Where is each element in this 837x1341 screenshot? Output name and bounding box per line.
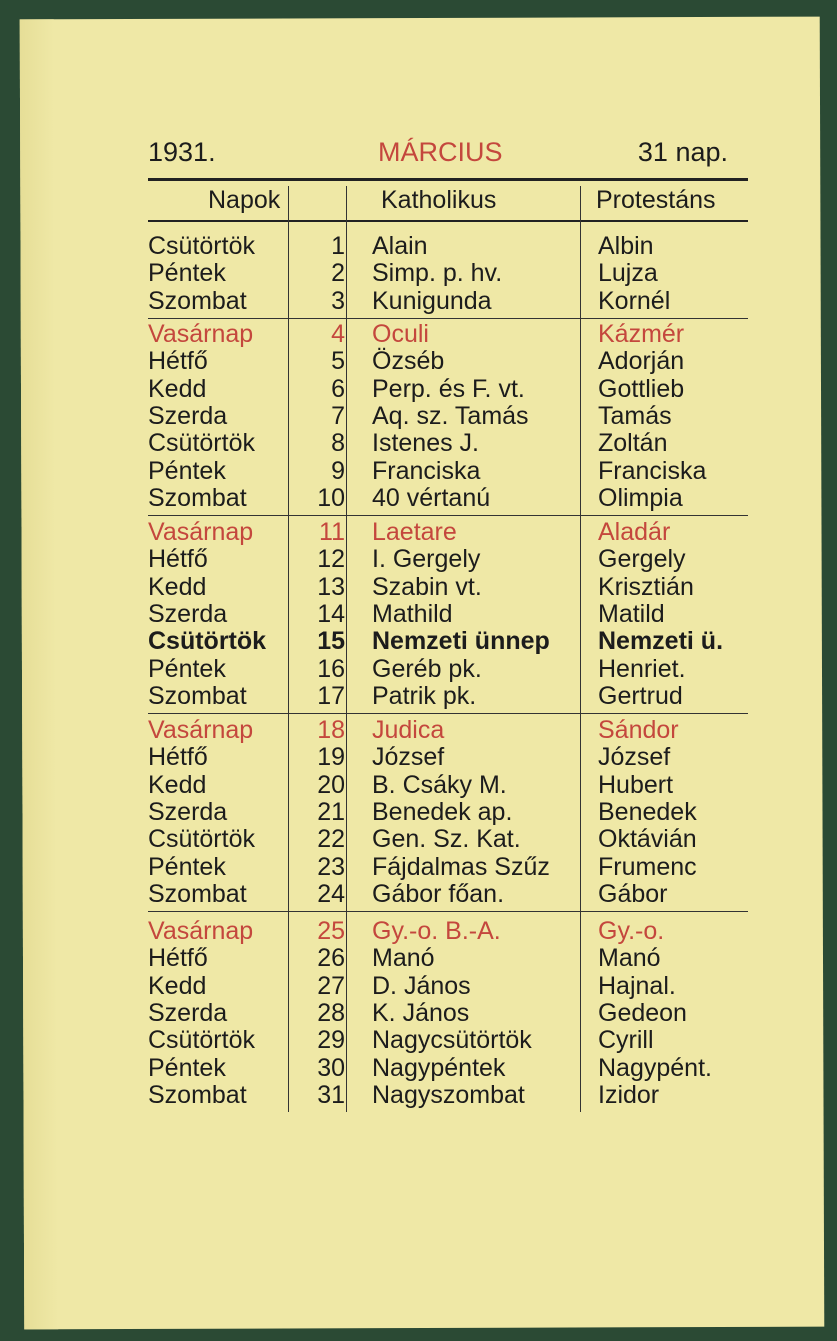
day-name: Csütörtök (148, 232, 255, 260)
day-number: 29 (317, 1026, 345, 1055)
day-number: 13 (317, 572, 345, 601)
day-number: 21 (317, 797, 345, 826)
katholikus-name: Gen. Sz. Kat. (372, 825, 521, 854)
day-name: Vasárnap (148, 917, 254, 945)
day-number: 16 (317, 654, 345, 683)
day-number: 1 (331, 232, 345, 260)
protestans-name: Gábor (598, 879, 668, 908)
calendar-row (126, 853, 726, 881)
day-number: 19 (317, 743, 345, 772)
day-name: Hétfő (148, 347, 208, 376)
katholikus-name: Nagypéntek (372, 1053, 506, 1082)
protestans-name: Tamás (598, 401, 672, 430)
katholikus-name: Gy.-o. B.-A. (372, 917, 501, 945)
katholikus-name: K. János (372, 998, 470, 1027)
day-number: 5 (331, 347, 345, 376)
days-count: 31 nap. (637, 137, 728, 167)
protestans-name: Manó (598, 944, 661, 973)
katholikus-name: Kunigunda (372, 286, 492, 315)
day-name: Péntek (148, 654, 226, 683)
day-number: 14 (317, 599, 345, 628)
day-number: 8 (331, 429, 345, 458)
calendar-row (126, 1026, 726, 1054)
calendar-row (126, 287, 726, 315)
calendar-row (126, 798, 726, 826)
calendar-row (126, 375, 726, 403)
day-number: 15 (317, 627, 345, 656)
calendar-row (126, 880, 726, 908)
day-name: Péntek (148, 456, 226, 485)
day-name: Csütörtök (148, 1026, 255, 1055)
day-number: 12 (317, 545, 345, 574)
calendar-row (126, 972, 726, 1000)
katholikus-name: Franciska (372, 456, 481, 485)
protestans-name: Cyrill (598, 1026, 654, 1055)
week-separator (148, 713, 748, 714)
day-number: 28 (317, 998, 345, 1027)
calendar-row (126, 716, 726, 744)
col-head-katholikus: Katholikus (381, 186, 497, 214)
calendar-row (126, 518, 726, 546)
katholikus-name: Alain (372, 232, 428, 260)
katholikus-name: Mathild (372, 599, 453, 628)
calendar-row (126, 573, 726, 601)
day-name: Vasárnap (148, 518, 254, 546)
day-number: 25 (317, 917, 345, 945)
column-divider (288, 186, 289, 1112)
day-number: 31 (317, 1080, 345, 1109)
protestans-name: Kornél (598, 286, 671, 315)
day-number: 26 (317, 944, 345, 973)
calendar-row (126, 600, 726, 628)
calendar-row (126, 545, 726, 573)
calendar-row (126, 771, 726, 799)
day-number: 11 (319, 518, 345, 546)
katholikus-name: D. János (372, 971, 471, 1000)
page-edge (20, 19, 59, 1329)
day-name: Kedd (148, 374, 207, 403)
katholikus-name: Simp. p. hv. (372, 259, 503, 288)
protestans-name: Aladár (598, 518, 671, 546)
calendar-row (126, 1054, 726, 1082)
day-name: Vasárnap (148, 320, 254, 348)
week-separator (148, 515, 748, 516)
katholikus-name: B. Csáky M. (372, 770, 507, 799)
calendar-row (126, 402, 726, 430)
day-name: Péntek (148, 1053, 226, 1082)
day-number: 9 (331, 456, 345, 485)
katholikus-name: Nagycsütörtök (372, 1026, 532, 1055)
katholikus-name: Aq. sz. Tamás (372, 401, 529, 430)
day-name: Péntek (148, 852, 226, 881)
protestans-name: Gergely (598, 545, 686, 574)
katholikus-name: Nagyszombat (372, 1080, 525, 1109)
protestans-name: Gottlieb (598, 374, 685, 403)
calendar-row (126, 627, 726, 655)
day-name: Vasárnap (148, 716, 254, 744)
col-head-napok: Napok (208, 186, 281, 214)
protestans-name: Henriet. (598, 654, 686, 683)
katholikus-name: Judica (372, 716, 445, 744)
katholikus-name: Fájdalmas Szűz (372, 852, 550, 881)
calendar-row (126, 917, 726, 945)
day-name: Kedd (148, 572, 207, 601)
protestans-name: József (598, 743, 671, 772)
katholikus-name: 40 vértanú (372, 483, 491, 512)
day-name: Csütörtök (148, 825, 255, 854)
katholikus-name: Gábor főan. (372, 879, 505, 908)
day-name: Szerda (148, 797, 228, 826)
calendar-row (126, 1081, 726, 1109)
day-number: 10 (317, 483, 345, 512)
day-number: 20 (317, 770, 345, 799)
day-number: 24 (317, 879, 345, 908)
protestans-name: Zoltán (598, 429, 668, 458)
protestans-name: Gy.-o. (598, 917, 665, 945)
day-number: 17 (317, 681, 345, 710)
protestans-name: Kázmér (598, 320, 685, 348)
katholikus-name: Istenes J. (372, 429, 479, 458)
calendar-row (126, 484, 726, 512)
rule-top (148, 178, 748, 181)
protestans-name: Benedek (598, 797, 697, 826)
katholikus-name: Patrik pk. (372, 681, 477, 710)
day-name: Csütörtök (148, 627, 267, 656)
day-name: Szombat (148, 879, 247, 908)
calendar-row (126, 457, 726, 485)
day-number: 3 (331, 286, 345, 315)
day-name: Hétfő (148, 743, 208, 772)
protestans-name: Nemzeti ü. (598, 627, 724, 656)
katholikus-name: Szabin vt. (372, 572, 482, 601)
month-title: MÁRCIUS (378, 137, 503, 167)
day-name: Hétfő (148, 944, 208, 973)
day-name: Kedd (148, 971, 207, 1000)
calendar-row (126, 743, 726, 771)
calendar-header (148, 137, 748, 177)
day-number: 30 (317, 1053, 345, 1082)
day-number: 4 (331, 320, 345, 348)
day-number: 22 (317, 825, 345, 854)
katholikus-name: Manó (372, 944, 435, 973)
calendar-row (126, 944, 726, 972)
column-divider (346, 186, 347, 1112)
rule-head (148, 220, 748, 222)
day-name: Szombat (148, 681, 247, 710)
calendar-row (126, 825, 726, 853)
calendar-row (126, 232, 726, 260)
calendar-row (126, 259, 726, 287)
protestans-name: Sándor (598, 716, 679, 744)
calendar-row (126, 320, 726, 348)
column-divider (580, 186, 581, 1112)
day-name: Szombat (148, 483, 247, 512)
katholikus-name: Laetare (372, 518, 457, 546)
day-name: Hétfő (148, 545, 208, 574)
protestans-name: Hubert (598, 770, 674, 799)
protestans-name: Oktávián (598, 825, 697, 854)
katholikus-name: I. Gergely (372, 545, 481, 574)
protestans-name: Franciska (598, 456, 707, 485)
protestans-name: Gedeon (598, 998, 687, 1027)
col-head-protestans: Protestáns (596, 186, 716, 214)
protestans-name: Lujza (598, 259, 658, 288)
katholikus-name: József (372, 743, 445, 772)
katholikus-name: Özséb (372, 347, 445, 376)
day-number: 23 (317, 852, 345, 881)
year-label: 1931. (148, 137, 216, 167)
protestans-name: Matild (598, 599, 665, 628)
day-name: Szerda (148, 401, 228, 430)
day-name: Kedd (148, 770, 207, 799)
day-name: Péntek (148, 259, 226, 288)
protestans-name: Albin (598, 232, 654, 260)
protestans-name: Gertrud (598, 681, 683, 710)
protestans-name: Adorján (598, 347, 685, 376)
week-separator (148, 911, 748, 912)
protestans-name: Frumenc (598, 852, 697, 881)
day-name: Szerda (148, 599, 228, 628)
katholikus-name: Geréb pk. (372, 654, 482, 683)
calendar-row (126, 655, 726, 683)
katholikus-name: Oculi (372, 320, 429, 348)
calendar-row (126, 347, 726, 375)
calendar-row (126, 682, 726, 710)
katholikus-name: Nemzeti ünnep (372, 627, 550, 656)
day-name: Csütörtök (148, 429, 255, 458)
day-name: Szerda (148, 998, 228, 1027)
protestans-name: Izidor (598, 1080, 660, 1109)
day-name: Szombat (148, 1080, 247, 1109)
day-number: 2 (331, 259, 345, 288)
katholikus-name: Perp. és F. vt. (372, 374, 525, 403)
protestans-name: Hajnal. (598, 971, 676, 1000)
day-name: Szombat (148, 286, 247, 315)
protestans-name: Krisztián (598, 572, 694, 601)
protestans-name: Olimpia (598, 483, 683, 512)
protestans-name: Nagypént. (598, 1053, 712, 1082)
calendar-row (126, 999, 726, 1027)
day-number: 27 (317, 971, 345, 1000)
katholikus-name: Benedek ap. (372, 797, 513, 826)
week-separator (148, 318, 748, 319)
day-number: 6 (331, 374, 345, 403)
day-number: 18 (317, 716, 345, 744)
day-number: 7 (331, 401, 345, 430)
calendar-row (126, 429, 726, 457)
